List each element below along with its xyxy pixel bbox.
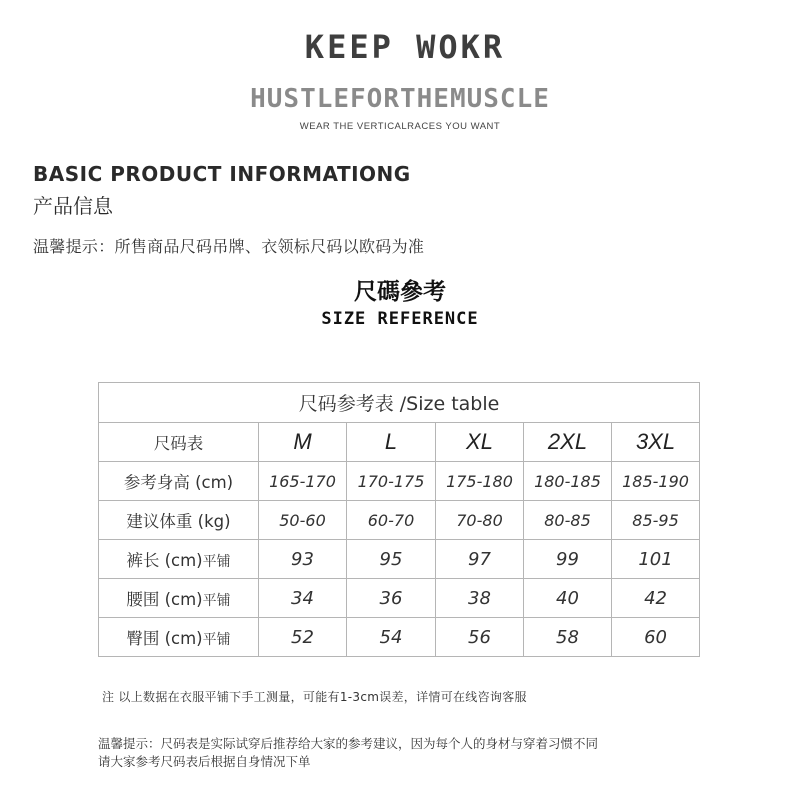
table-cell: 34 bbox=[259, 579, 347, 618]
row-label-text: 腰围 (cm) bbox=[126, 590, 203, 609]
size-header-3xl: 3XL bbox=[612, 423, 700, 462]
table-row-waist bbox=[99, 579, 700, 618]
size-table-caption: 尺码参考表 /Size table bbox=[99, 383, 700, 423]
table-row-weight bbox=[99, 501, 700, 540]
row-label-text: 臀围 (cm) bbox=[126, 629, 203, 648]
table-cell: 42 bbox=[612, 579, 700, 618]
row-label bbox=[99, 540, 259, 579]
table-cell: 38 bbox=[436, 579, 524, 618]
table-cell: 95 bbox=[347, 540, 436, 579]
row-label-suffix: 平铺 bbox=[202, 632, 231, 648]
table-caption-row bbox=[99, 383, 700, 423]
size-tips bbox=[98, 735, 698, 771]
table-header-row bbox=[99, 423, 700, 462]
table-cell: 54 bbox=[347, 618, 436, 657]
table-cell: 170-175 bbox=[347, 462, 436, 501]
table-cell: 80-85 bbox=[524, 501, 612, 540]
size-tips-line2: 请大家参考尺码表后根据自身情况下单 bbox=[98, 754, 311, 769]
size-header-2xl: 2XL bbox=[524, 423, 612, 462]
table-cell: 185-190 bbox=[612, 462, 700, 501]
table-cell: 175-180 bbox=[436, 462, 524, 501]
table-cell: 60-70 bbox=[347, 501, 436, 540]
brand-title: KEEP WOKR bbox=[304, 28, 506, 66]
row-label-text: 参考身高 (cm) bbox=[123, 473, 234, 492]
table-row-height bbox=[99, 462, 700, 501]
brand-tagline: WEAR THE VERTICALRACES YOU WANT bbox=[299, 121, 501, 132]
table-row-hip bbox=[99, 618, 700, 657]
size-reference-title: 尺碼參考 bbox=[354, 279, 446, 305]
row-label bbox=[99, 618, 259, 657]
size-reference-subtitle: SIZE REFERENCE bbox=[321, 309, 479, 329]
corner-label: 尺码表 bbox=[99, 423, 259, 462]
section-heading: BASIC PRODUCT INFORMATIONG bbox=[33, 162, 411, 186]
size-notice: 温馨提示：所售商品尺码吊牌、衣领标尺码以欧码为准 bbox=[33, 237, 425, 256]
table-cell: 165-170 bbox=[259, 462, 347, 501]
row-label-text: 裤长 (cm) bbox=[126, 551, 203, 570]
table-cell: 70-80 bbox=[436, 501, 524, 540]
table-cell: 60 bbox=[612, 618, 700, 657]
table-cell: 52 bbox=[259, 618, 347, 657]
row-label-suffix: 平铺 bbox=[202, 593, 231, 609]
size-header-l: L bbox=[347, 423, 436, 462]
table-cell: 85-95 bbox=[612, 501, 700, 540]
table-cell: 93 bbox=[259, 540, 347, 579]
size-table-container bbox=[98, 382, 699, 657]
row-label-suffix: 平铺 bbox=[202, 554, 231, 570]
table-cell: 97 bbox=[436, 540, 524, 579]
size-table bbox=[98, 382, 700, 657]
section-subheading: 产品信息 bbox=[33, 194, 113, 218]
size-header-m: M bbox=[259, 423, 347, 462]
table-row-length bbox=[99, 540, 700, 579]
table-cell: 58 bbox=[524, 618, 612, 657]
row-label bbox=[99, 579, 259, 618]
brand-slogan: HUSTLEFORTHEMUSCLE bbox=[250, 84, 550, 114]
row-label-text: 建议体重 (kg) bbox=[126, 512, 231, 531]
table-cell: 101 bbox=[612, 540, 700, 579]
size-header-xl: XL bbox=[436, 423, 524, 462]
row-label bbox=[99, 462, 259, 501]
table-cell: 180-185 bbox=[524, 462, 612, 501]
table-cell: 56 bbox=[436, 618, 524, 657]
table-cell: 99 bbox=[524, 540, 612, 579]
size-tips-line1: 温馨提示：尺码表是实际试穿后推荐给大家的参考建议，因为每个人的身材与穿着习惯不同 bbox=[98, 736, 599, 751]
table-cell: 36 bbox=[347, 579, 436, 618]
measurement-footnote: 注 以上数据在衣服平铺下手工测量，可能有1-3cm误差，详情可在线咨询客服 bbox=[102, 690, 527, 704]
table-cell: 40 bbox=[524, 579, 612, 618]
row-label bbox=[99, 501, 259, 540]
table-cell: 50-60 bbox=[259, 501, 347, 540]
